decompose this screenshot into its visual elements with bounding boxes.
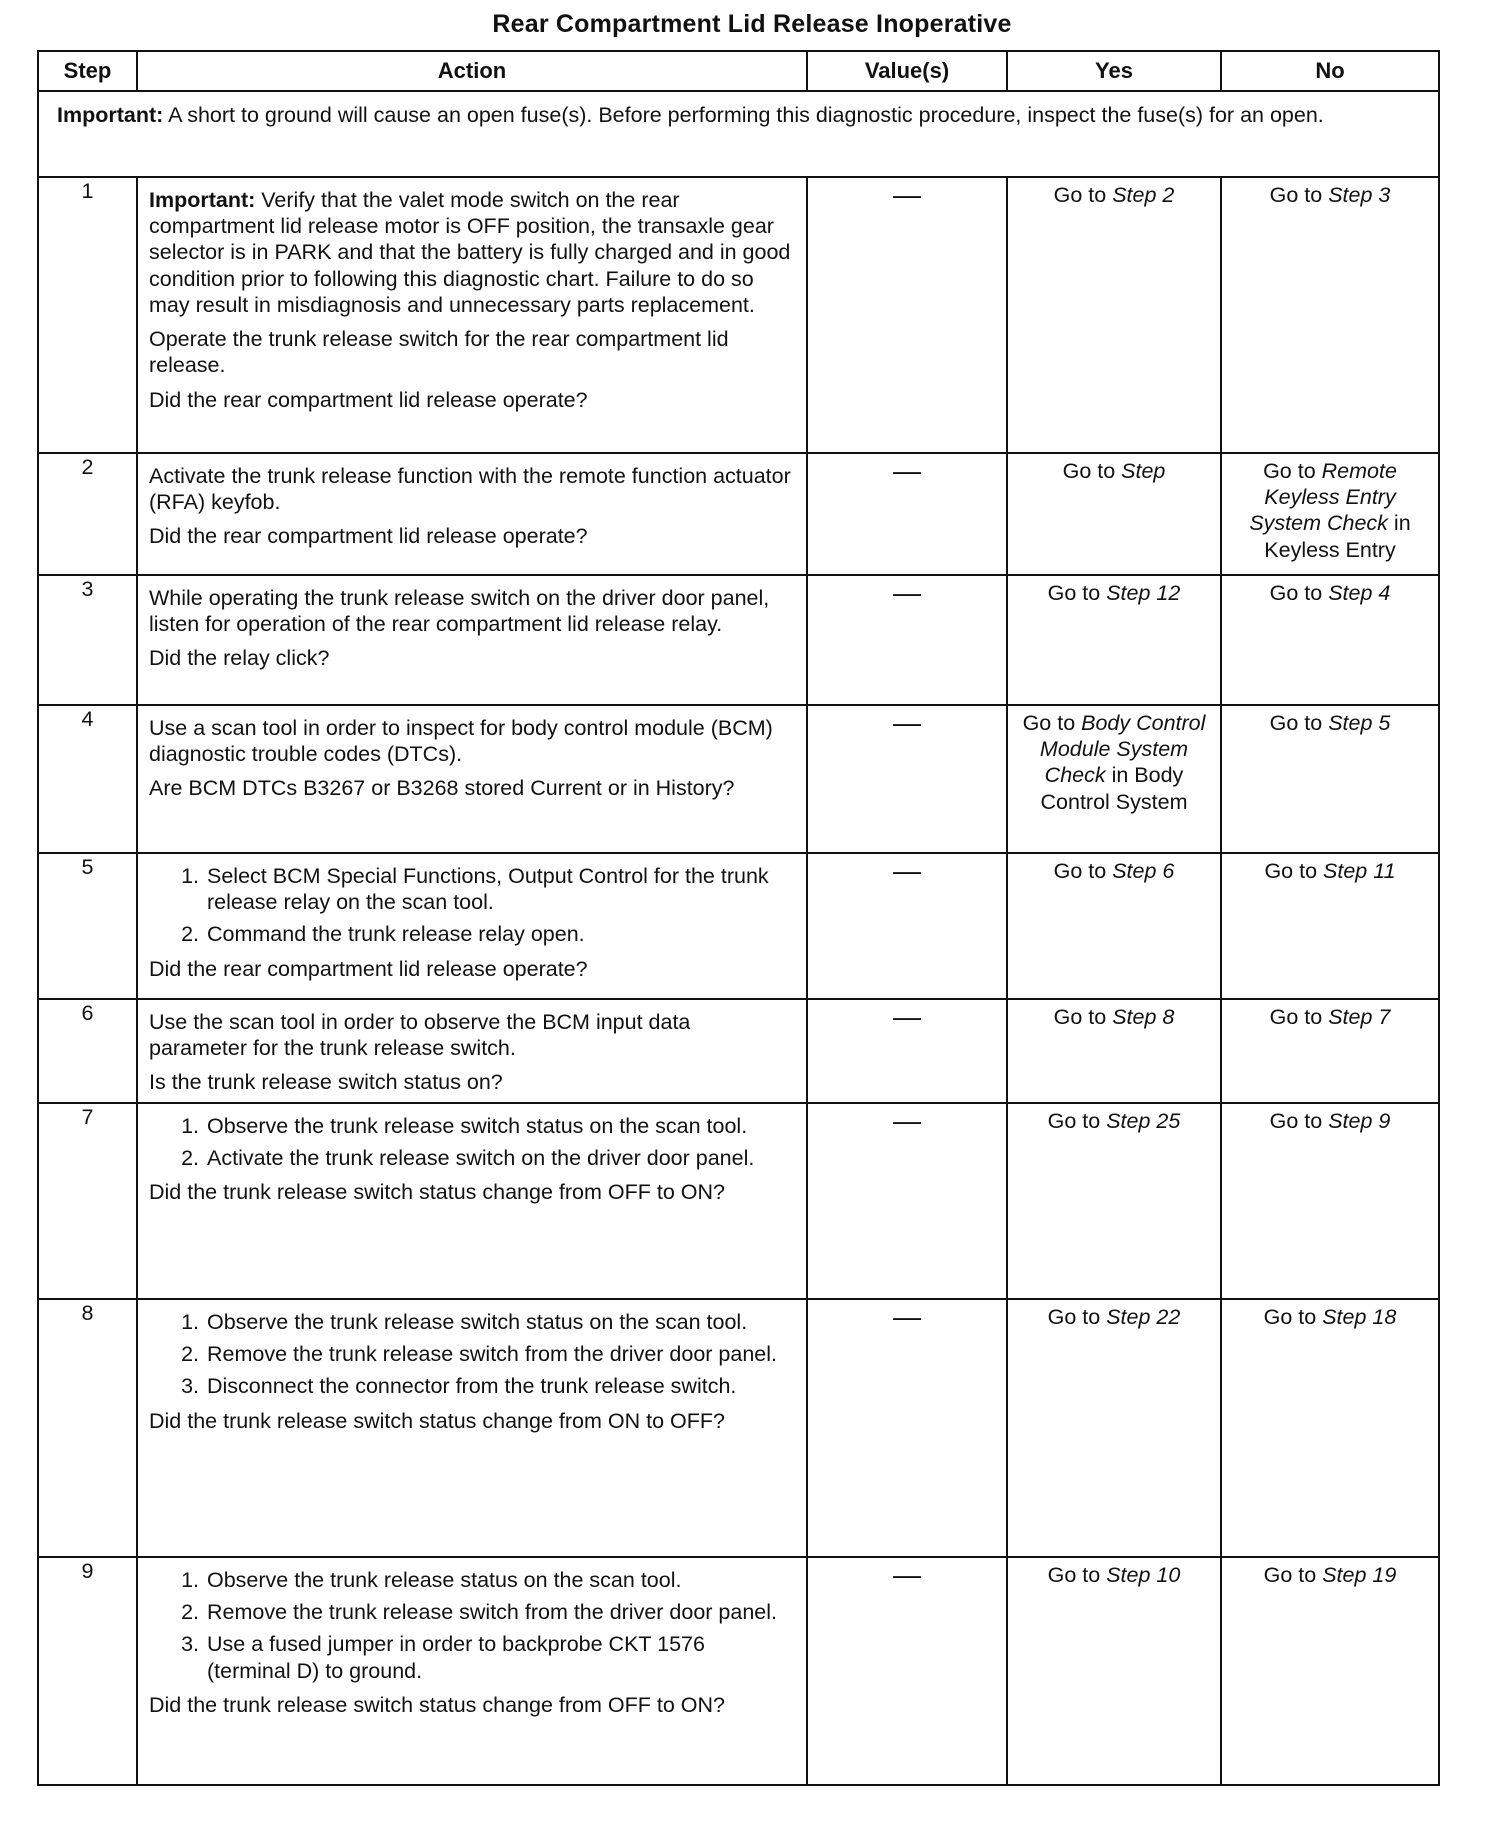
- step-row: [38, 853, 1439, 999]
- col-header-step: Step: [38, 51, 137, 91]
- action-cell: [137, 1299, 807, 1557]
- goto-prefix: Go to: [1263, 1563, 1323, 1587]
- diagnostic-table: [37, 50, 1440, 1786]
- goto-prefix: Go to: [1022, 711, 1082, 735]
- goto-prefix: Go to: [1269, 183, 1329, 207]
- col-header-action: Action: [137, 51, 807, 91]
- step-row: [38, 1557, 1439, 1785]
- value-cell: —: [807, 575, 1007, 705]
- action-step-item: 2. Remove the trunk release switch from the driver door panel.: [205, 1599, 794, 1625]
- action-text: Use the scan tool in order to observe the BCM input data parameter for the trunk release switch.: [149, 1010, 691, 1061]
- question-text: Did the rear compartment lid release operate?: [149, 956, 588, 981]
- action-cell: [137, 453, 807, 575]
- step-row: [38, 177, 1439, 453]
- action-text: Use a scan tool in order to inspect for body control module (BCM) diagnostic trouble codes (DTCs).: [149, 716, 773, 767]
- step-row: [38, 575, 1439, 705]
- goto-target: Remote Keyless Entry System Check: [1249, 459, 1397, 536]
- value-cell: —: [807, 453, 1007, 575]
- action-steps-list: [149, 1113, 794, 1171]
- important-text: A short to ground will cause an open fuse(s). Before performing this diagnostic procedure, inspect the fuse(s) for an open.: [168, 103, 1324, 127]
- value-cell: —: [807, 177, 1007, 453]
- action-step-item: 2. Remove the trunk release switch from the driver door panel.: [205, 1341, 794, 1367]
- step-number: 7: [38, 1103, 137, 1299]
- step-number: 1: [38, 177, 137, 453]
- goto-prefix: Go to: [1062, 459, 1122, 483]
- question-text: Did the trunk release switch status change from OFF to ON?: [149, 1692, 725, 1717]
- no-cell: [1221, 705, 1439, 853]
- action-steps-list: [149, 863, 794, 948]
- action-step-item: 3. Use a fused jumper in order to backprobe CKT 1576 (terminal D) to ground.: [205, 1631, 794, 1683]
- no-cell: [1221, 999, 1439, 1103]
- step-row: [38, 999, 1439, 1103]
- question-text: Did the rear compartment lid release operate?: [149, 387, 588, 412]
- yes-cell: [1007, 453, 1221, 575]
- goto-target: Step 10: [1106, 1563, 1181, 1587]
- value-cell: —: [807, 705, 1007, 853]
- important-note: [38, 91, 1439, 177]
- important-label: Important:: [57, 103, 164, 127]
- yes-cell: [1007, 575, 1221, 705]
- goto-prefix: Go to: [1053, 1005, 1113, 1029]
- action-cell: [137, 705, 807, 853]
- question-text: Did the trunk release switch status change from ON to OFF?: [149, 1408, 725, 1433]
- step-number: 4: [38, 705, 137, 853]
- step-row: [38, 1299, 1439, 1557]
- question-text: Did the trunk release switch status change from OFF to ON?: [149, 1180, 725, 1205]
- goto-target: Step 18: [1322, 1305, 1397, 1329]
- action-step-item: 1. Observe the trunk release switch status on the scan tool.: [205, 1309, 794, 1335]
- step-number: 5: [38, 853, 137, 999]
- goto-target: Step 4: [1328, 581, 1391, 605]
- goto-prefix: Go to: [1264, 859, 1324, 883]
- goto-prefix: Go to: [1047, 1109, 1107, 1133]
- goto-prefix: Go to: [1263, 459, 1322, 483]
- no-cell: [1221, 1103, 1439, 1299]
- goto-prefix: Go to: [1053, 183, 1113, 207]
- step-row: [38, 453, 1439, 575]
- goto-prefix: Go to: [1047, 581, 1107, 605]
- step-number: 6: [38, 999, 137, 1103]
- action-cell: [137, 575, 807, 705]
- goto-prefix: Go to: [1269, 711, 1329, 735]
- value-cell: —: [807, 999, 1007, 1103]
- step-number: 8: [38, 1299, 137, 1557]
- goto-target: Step 7: [1328, 1005, 1391, 1029]
- goto-prefix: Go to: [1047, 1563, 1107, 1587]
- action-step-item: 2. Command the trunk release relay open.: [205, 921, 794, 947]
- yes-cell: [1007, 705, 1221, 853]
- important-text: Verify that the valet mode switch on the rear compartment lid release motor is OFF position, the transaxle gear selector is in PARK and that the battery is fully charged and in good condition prior to following this diagnostic chart. Failure to do so may result in misdiagnosis and unnecessary parts replacement.: [149, 188, 791, 317]
- step-number: 2: [38, 453, 137, 575]
- action-cell: [137, 999, 807, 1103]
- yes-cell: [1007, 999, 1221, 1103]
- goto-target: Body Control Module System Check: [1039, 711, 1206, 788]
- yes-cell: [1007, 177, 1221, 453]
- value-cell: —: [807, 853, 1007, 999]
- goto-prefix: Go to: [1269, 1005, 1329, 1029]
- important-label: Important:: [149, 188, 256, 212]
- goto-target: Step 22: [1106, 1305, 1181, 1329]
- goto-target: Step 12: [1106, 581, 1181, 605]
- action-cell: [137, 853, 807, 999]
- goto-target: Step 9: [1328, 1109, 1391, 1133]
- no-cell: [1221, 1557, 1439, 1785]
- goto-suffix: in Keyless Entry: [1264, 511, 1411, 562]
- action-step-item: 1. Observe the trunk release status on the scan tool.: [205, 1567, 794, 1593]
- goto-prefix: Go to: [1047, 1305, 1107, 1329]
- no-cell: [1221, 177, 1439, 453]
- action-steps-list: [149, 1309, 794, 1400]
- value-cell: —: [807, 1557, 1007, 1785]
- question-text: Did the rear compartment lid release operate?: [149, 524, 588, 549]
- question-text: Did the relay click?: [149, 646, 330, 671]
- col-header-yes: Yes: [1007, 51, 1221, 91]
- yes-cell: [1007, 1557, 1221, 1785]
- action-steps-list: [149, 1567, 794, 1684]
- goto-target: Step 19: [1322, 1563, 1397, 1587]
- no-cell: [1221, 575, 1439, 705]
- goto-target: Step 3: [1328, 183, 1391, 207]
- goto-target: Step 2: [1112, 183, 1175, 207]
- action-cell: [137, 1103, 807, 1299]
- action-cell: [137, 177, 807, 453]
- value-cell: —: [807, 1299, 1007, 1557]
- question-text: Is the trunk release switch status on?: [149, 1070, 503, 1095]
- col-header-values: Value(s): [807, 51, 1007, 91]
- col-header-no: No: [1221, 51, 1439, 91]
- question-text: Are BCM DTCs B3267 or B3268 stored Current or in History?: [149, 776, 735, 801]
- goto-prefix: Go to: [1269, 581, 1329, 605]
- no-cell: [1221, 453, 1439, 575]
- action-text: Activate the trunk release function with the remote function actuator (RFA) keyfob.: [149, 464, 791, 515]
- goto-suffix: in Body Control System: [1040, 763, 1188, 814]
- yes-cell: [1007, 1103, 1221, 1299]
- action-step-item: 2. Activate the trunk release switch on the driver door panel.: [205, 1145, 794, 1171]
- goto-target: Step 25: [1106, 1109, 1181, 1133]
- goto-target: Step 6: [1112, 859, 1175, 883]
- action-cell: [137, 1557, 807, 1785]
- step-number: 3: [38, 575, 137, 705]
- no-cell: [1221, 1299, 1439, 1557]
- step-row: [38, 1103, 1439, 1299]
- no-cell: [1221, 853, 1439, 999]
- action-text: While operating the trunk release switch on the driver door panel, listen for operation of the rear compartment lid release relay.: [149, 586, 770, 637]
- action-step-item: 1. Observe the trunk release switch status on the scan tool.: [205, 1113, 794, 1139]
- action-step-item: 3. Disconnect the connector from the trunk release switch.: [205, 1373, 794, 1399]
- header-row: [38, 51, 1439, 91]
- action-text: Operate the trunk release switch for the rear compartment lid release.: [149, 327, 729, 378]
- important-note-row: [38, 91, 1439, 177]
- goto-prefix: Go to: [1053, 859, 1113, 883]
- yes-cell: [1007, 1299, 1221, 1557]
- step-row: [38, 705, 1439, 853]
- goto-target: Step: [1121, 459, 1166, 483]
- goto-prefix: Go to: [1269, 1109, 1329, 1133]
- goto-target: Step 11: [1323, 859, 1396, 883]
- goto-prefix: Go to: [1263, 1305, 1323, 1329]
- step-number: 9: [38, 1557, 137, 1785]
- yes-cell: [1007, 853, 1221, 999]
- page-title: Rear Compartment Lid Release Inoperative: [492, 10, 1012, 38]
- value-cell: —: [807, 1103, 1007, 1299]
- important-paragraph: [149, 187, 794, 318]
- action-step-item: 1. Select BCM Special Functions, Output Control for the trunk release relay on the scan tool.: [205, 863, 794, 915]
- goto-target: Step 5: [1328, 711, 1391, 735]
- goto-target: Step 8: [1112, 1005, 1175, 1029]
